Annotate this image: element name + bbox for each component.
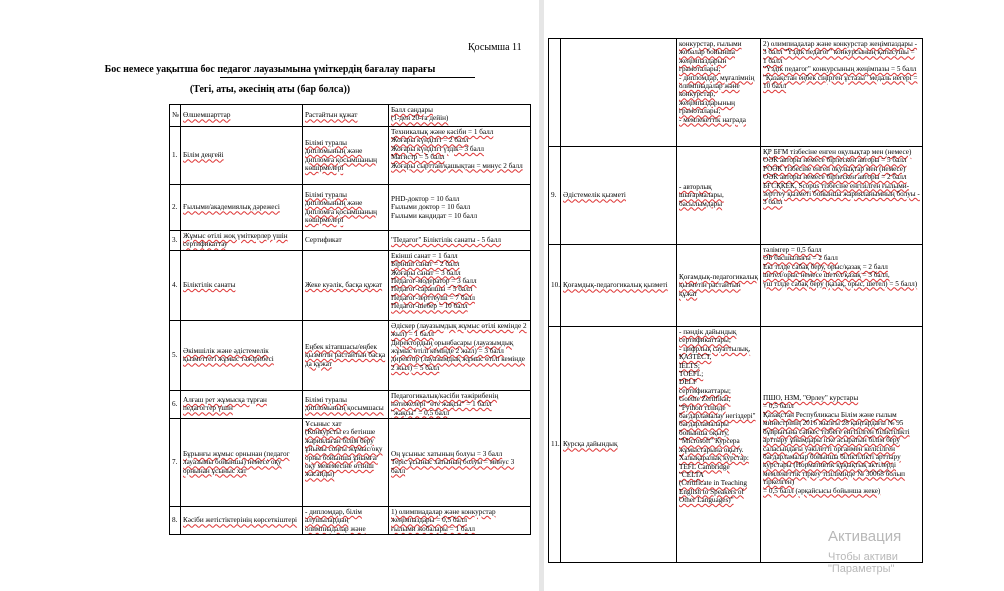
table-row [170,185,531,231]
watermark-line-1: Активация [828,528,902,545]
row-criteria: Әдістемелік қызметі [561,147,677,245]
header-score: Балл саңдары (1-ден 20-ға дейін) [389,105,531,127]
annex-label: Қосымша 11 [468,42,522,53]
table-row [170,250,531,320]
watermark-line-3: "Параметры" [828,563,895,575]
row-document: - дипломдар, білім алушылардың олимпиадалар және [303,507,389,535]
document-title: Бос немесе уақытша бос педагог лауазымына үміткердің бағалау парағы [104,64,436,75]
row-score: "Педагог" Біліктілік санаты - 5 балл [389,231,531,251]
name-underline [220,77,475,78]
watermark-line-2: Чтобы активи [828,551,898,563]
row-num: 1. [170,127,181,185]
table-row [549,245,923,327]
table-row [170,127,531,185]
row-document: Ұсыныс хат (Конкурсты ез бетінше жариялаған білім беру ұйымы соңғы жұмыс/оқу орны бойынша ұйымға/оқу мекемесіне өтініш жасайды) [303,419,389,507]
row-score: Педагогикалық/кәсіби тәжірибенің нәтижелері "өте жақсы" = 1 балл "жақсы" = 0,5 балл [389,390,531,418]
row-num: 8. [170,507,181,535]
right-page [544,0,1004,591]
row-document: - пәндік дайындық сертификаттары; - цифрлық сауаттылық, ҚАЗТЕСТ, IELTS; TOEFL; DELF сертификаттары; Goethe Zertifikat, "Python тілінде бағдарламалау негіздері" бағдарламалары бойынша оқыту, "Microsoft" Курсера жұмыстарына оқыту. Халықаралық курстар: TEFL Cambridge "CELTA (Certificate in Teaching English to Speakers of Other Languages)" [677,327,761,563]
row-num: 4. [170,250,181,320]
header-document: Растайтын құжат [303,105,389,127]
table-row [170,419,531,507]
row-document: Еңбек кітапшасы/еңбек қызметін растайтын басқа да құжат [303,320,389,390]
row-score: ПШО, НЗМ, "Өрлеу" курстары = 0,5 балл Қазақстан Республикасы Білім және ғылым министрінің 2016 жылғы 28 қаңтардағы № 95 бұйрығына сәйкес тізбеге енгізілген біліктілікті арттыру ұйымдары іске асыратын білім беру саласындағы уәкілетті органмен келісілген бағдарламалар бойынша біліктілікті арттыру курстары (Нормативтік құқықтық актілерді мемлекеттік тіркеу тізілімінде № 30068 болып тіркелген) = 0,5 балл (әрқайсысы бойынша жеке) [761,327,923,563]
row-criteria: Кәсіби жетістіктерінің көрсеткіштері [181,507,303,535]
row-criteria: Білім деңгейі [181,127,303,185]
table-row [170,320,531,390]
row-num: 11. [549,327,561,563]
row-num: 6. [170,390,181,418]
row-score: ҚР БҒМ тізбесіне енген оқулықтар мен (немесе) ОӘК авторы немесе бірлескен авторы = 5 балл РОӘК тізбесіне енген оқулықтар мен (немесе) ОӘК авторы немесе бірлескен авторы = 2 балл БҒСҚКЕК, Scopus тізбесіне енгізілген ғылыми-зерттеу қызметі бойынша жарияланымның болуы - 3 балл [761,147,923,245]
table-row [549,147,923,245]
row-document: Қоғамдық-педагогикалық қызметін растайтын құжат [677,245,761,327]
header-criteria: Өлшемшарттар [181,105,303,127]
row-num: 3. [170,231,181,251]
evaluation-table-left [169,104,531,535]
row-score: Екінші санат = 1 балл Бірінші санат = 2 балл Жоғары санат = 3 балл Педагог-модератор = 3 балл Педагог-сарапшы = 5 балл Педагог-зерттеуші = 7 балл Педагог-шебер = 10 балл [389,250,531,320]
row-score: Әдіскер (лауазымдық жұмыс өтілі кемінде 2 жыл) = 1 балл Директордың орынбасары (лауазымдық жұмыс өтілі кемінде 2 жыл) = 3 балл директор (лауазымдық жұмыс өтілі кемінде 2 жыл) = 5 балл [389,320,531,390]
row-document: Сертификат [303,231,389,251]
table-row [170,231,531,251]
row-document: Жеке куәлік, басқа құжат [303,250,389,320]
row-num: 2. [170,185,181,231]
row-score: 2) олимпиадалар және конкурстар жеңімпаздары - 3 балл "Үздік педагог" конкурсының қатысушы = 1 балл "Үздік педагог" конкурсының жеңімпазы = 5 балл "Қазақстан еңбек сіңірген ұстазы" медаль иегері = 10 балл [761,39,923,147]
evaluation-table-right [548,38,923,563]
table-row [170,507,531,535]
row-score: 1) олимпиадалар және конкурстар жеңімпаздары = 0,5 балл ғылыми жобалары = 1 балл [389,507,531,535]
table-row [549,39,923,147]
row-num: 5. [170,320,181,390]
row-score: PHD-доктор = 10 балл Ғылыми доктор = 10 балл Ғылыми кандидат = 10 балл [389,185,531,231]
document-subtitle: (Тегі, аты, әкесінің аты (бар болса)) [189,84,351,95]
row-document: конкурстар, ғылыми жобалар бойынша жеңімпаздарын грамоталары; - дипломдар, мұғалімнің олимпиадалар және конкурстар, жеңімпаздарының грамоталары; - мемлекеттік награда [677,39,761,147]
row-criteria: Біліктілік санаты [181,250,303,320]
windows-activation-watermark [828,528,901,575]
row-score: тәлімгер = 0,5 балл ӘБ басшылығы = 2 балл Екі тілде сабақ беру, орыс/қазақ = 2 балл шетел/орыс немесе шетел/қазақ = 3 балл, үш тілде сабақ беру (қазақ, орыс, шетел) = 5 балл) [761,245,923,327]
row-criteria: Әкімшілік және әдістемелік қызметтегі жұмыс тәжірибесі [181,320,303,390]
row-document: - авторлық шығармалары, басылымдары [677,147,761,245]
row-num: 9. [549,147,561,245]
row-criteria: Ғылыми/академиялық дәрежесі [181,185,303,231]
row-num: 7. [170,419,181,507]
row-criteria: Бұрынғы жұмыс орнынан (педагог лауазымы бойынша) немесе оқу орнынан ұсыныс хат [181,419,303,507]
row-num [549,39,561,147]
header-num: № [170,105,181,127]
row-criteria: Жұмыс өтілі жоқ үміткерлер үшін сертификаттау [181,231,303,251]
row-document: Білімі туралы дипломының қосымшасы [303,390,389,418]
row-criteria: Курсқа дайындық [561,327,677,563]
row-criteria: Қоғамдық-педагогикалық қызметі [561,245,677,327]
row-score: Оң ұсыныс хатының болуы = 3 балл Теріс ұсыныс хатының болуы = минус 3 балл [389,419,531,507]
row-criteria [561,39,677,147]
table-row [170,390,531,418]
row-score: Техникалық және кәсіби = 1 балл Жоғары күндізгі = 2 балл Жоғары күндізгі үздік= 3 балл Магистр = 5 балл Жоғары сырттай/қашықтан = минус 2 балл [389,127,531,185]
row-document: Білімі туралы дипломының және дипломға қосымшаның көшірмелері [303,185,389,231]
row-document: Білімі туралы дипломының және дипломға қосымшаның көшірмелері [303,127,389,185]
row-criteria: Алғаш рет жұмысқа тұрған педагогтер үшін [181,390,303,418]
row-num: 10. [549,245,561,327]
